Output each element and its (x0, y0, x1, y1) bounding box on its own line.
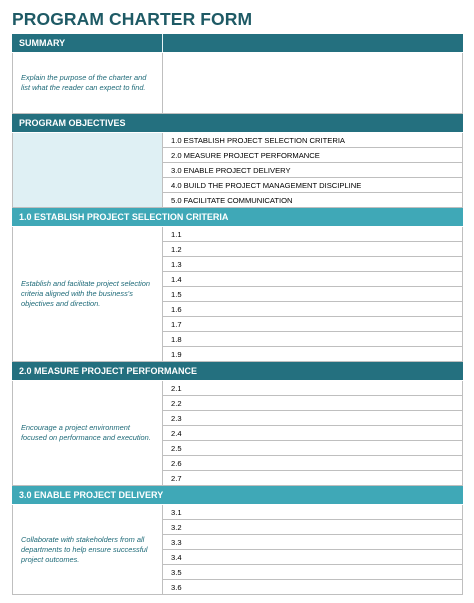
item-row[interactable]: 1.4 (163, 272, 462, 287)
summary-description: Explain the purpose of the charter and list what the reader can expect to find. (12, 53, 162, 114)
item-row[interactable]: 1.3 (163, 257, 462, 272)
summary-header-right-cell (162, 34, 463, 52)
section-1 (12, 208, 463, 362)
objective-item[interactable]: 4.0 BUILD THE PROJECT MANAGEMENT DISCIPLINE (163, 178, 462, 193)
page-title: PROGRAM CHARTER FORM (12, 9, 253, 29)
section-2-body (12, 381, 463, 486)
item-row[interactable]: 2.2 (163, 396, 462, 411)
section-2-items (162, 381, 463, 486)
section-3-items (162, 505, 463, 595)
objectives-section (12, 114, 463, 208)
item-row[interactable]: 1.9 (163, 347, 462, 362)
section-1-header: 1.0 ESTABLISH PROJECT SELECTION CRITERIA (12, 208, 463, 227)
section-2-header: 2.0 MEASURE PROJECT PERFORMANCE (12, 362, 463, 381)
summary-body (12, 53, 463, 114)
summary-header (12, 34, 463, 53)
summary-input-cell[interactable] (162, 53, 463, 114)
item-row[interactable]: 2.5 (163, 441, 462, 456)
objectives-body (12, 133, 463, 208)
summary-section (12, 34, 463, 114)
objectives-left-cell (12, 133, 162, 208)
objective-item[interactable]: 3.0 ENABLE PROJECT DELIVERY (163, 163, 462, 178)
item-row[interactable]: 3.2 (163, 520, 462, 535)
item-row[interactable]: 3.1 (163, 505, 462, 520)
item-row[interactable]: 2.6 (163, 456, 462, 471)
objectives-list (162, 133, 463, 208)
item-row[interactable]: 1.1 (163, 227, 462, 242)
item-row[interactable]: 1.7 (163, 317, 462, 332)
section-3-header: 3.0 ENABLE PROJECT DELIVERY (12, 486, 463, 505)
objective-item[interactable]: 2.0 MEASURE PROJECT PERFORMANCE (163, 148, 462, 163)
section-1-body (12, 227, 463, 362)
item-row[interactable]: 3.6 (163, 580, 462, 595)
item-row[interactable]: 3.3 (163, 535, 462, 550)
section-3-description: Collaborate with stakeholders from all departments to help ensure successful project outcomes. (12, 505, 162, 595)
summary-header-label: SUMMARY (19, 38, 66, 48)
charter-form (12, 34, 463, 595)
item-row[interactable]: 3.4 (163, 550, 462, 565)
item-row[interactable]: 2.1 (163, 381, 462, 396)
section-2 (12, 362, 463, 486)
item-row[interactable]: 3.5 (163, 565, 462, 580)
objective-item[interactable]: 1.0 ESTABLISH PROJECT SELECTION CRITERIA (163, 133, 462, 148)
objectives-header: PROGRAM OBJECTIVES (12, 114, 463, 133)
item-row[interactable]: 2.3 (163, 411, 462, 426)
item-row[interactable]: 2.4 (163, 426, 462, 441)
item-row[interactable]: 2.7 (163, 471, 462, 486)
item-row[interactable]: 1.2 (163, 242, 462, 257)
section-1-description: Establish and facilitate project selection criteria aligned with the business's objectives and direction. (12, 227, 162, 362)
item-row[interactable]: 1.6 (163, 302, 462, 317)
section-3 (12, 486, 463, 595)
item-row[interactable]: 1.5 (163, 287, 462, 302)
section-2-description: Encourage a project environment focused on performance and execution. (12, 381, 162, 486)
objective-item[interactable]: 5.0 FACILITATE COMMUNICATION (163, 193, 462, 208)
section-1-items (162, 227, 463, 362)
section-3-body (12, 505, 463, 595)
item-row[interactable]: 1.8 (163, 332, 462, 347)
